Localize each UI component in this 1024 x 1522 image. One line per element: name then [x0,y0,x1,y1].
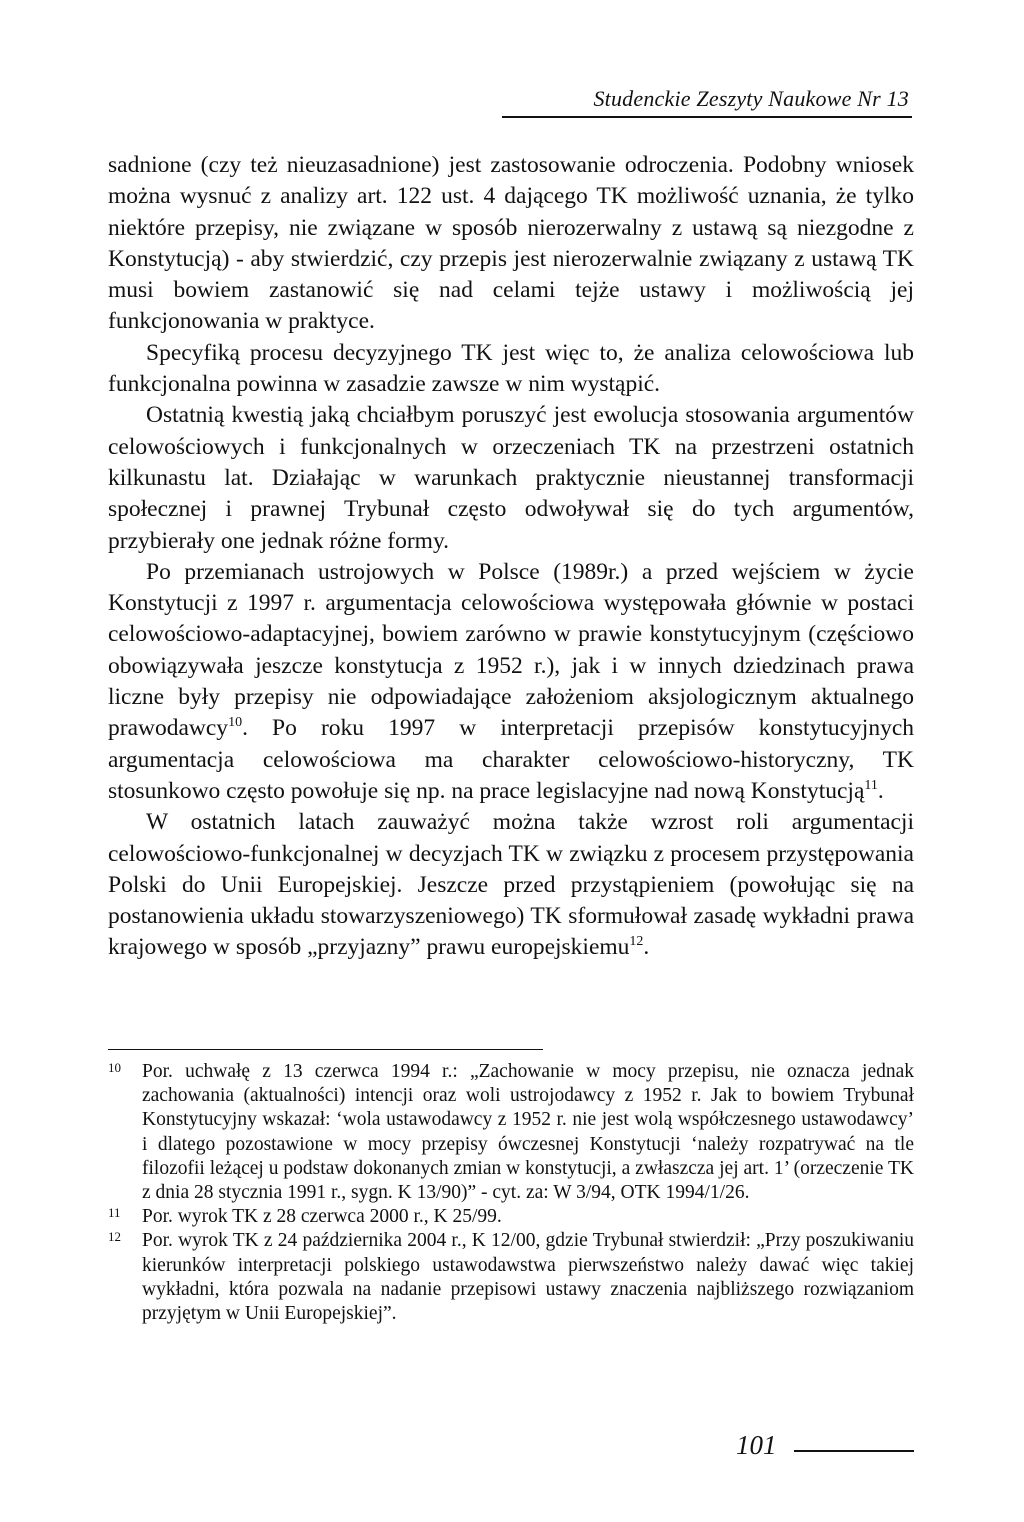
page-footer [736,1430,914,1466]
paragraph-1: sadnione (czy też nieuzasadnione) jest zastosowanie odroczenia. Podobny wniosek można wysnuć z analizy art. 122 ust. 4 dającego TK możliwość uznania, że tylko niektóre przepisy, nie związane w sposób nierozerwalny z ustawą są niezgodne z Konstytucją) - aby stwierdzić, czy przepis jest nierozerwalnie związany z ustawą TK musi bowiem zastanowić się nad celami tejże ustawy i możliwością jej funkcjonowania w praktyce. [108,152,914,335]
footnote-ref-10: 10 [228,715,243,731]
paragraph-5-end: . [643,934,650,961]
footnote-12 [108,1229,914,1326]
footnote-mark: 11 [108,1205,121,1221]
paragraph-4-end: . [877,777,884,804]
footnote-ref-11: 11 [864,778,878,794]
page-number-rule [794,1450,914,1452]
paragraph-5-text: W ostatnich latach zauważyć można także wzrost roli argumentacji celowościowo-funkcjonalnej w decyzjach TK w związku z procesem przystępowania Polski do Unii Europejskiej. Jeszcze przed przystąpieniem (powołując się na postanowienia układu stowarzyszeniowego) TK sformułował zasadę wykładni prawa krajowego w sposób „przyjazny” prawu europejskiemu [108,809,914,961]
paragraph-3: Ostatnią kwestią jaką chciałbym poruszyć jest ewolucja stosowania argumentów celowościowych i funkcjonalnych w orzeczeniach TK na przestrzeni ostatnich kilkunastu lat. Działając w warunkach praktycznie nieustannej transformacji społecznej i prawnej Trybunał często odwoływał się do tych argumentów, przybierały one jednak różne formy. [108,402,914,554]
footnote-separator [108,1049,543,1050]
footnote-text: Por. uchwałę z 13 czerwca 1994 r.: „Zachowanie w mocy przepisu, nie oznacza jednak zachowania (aktualności) intencji oraz woli ustrojodawcy z 1952 r. Jak to bowiem Trybunał Konstytucyjny wskazał: ‘wola ustawodawcy z 1952 r. nie jest wolą współczesnego ustawodawcy’ i dlatego pozostawione w mocy przepisy ówczesnej Konstytucji ‘należy rozpatrywać na tle filozofii leżącej u podstaw dokonanych zmian w konstytucji, a zwłaszcza jej art. 1’ (orzeczenie TK z dnia 28 stycznia 1991 r., sygn. K 13/90)” - cyt. za: W 3/94, OTK 1994/1/26. [142,1061,914,1204]
paragraph-2: Specyfiką procesu decyzyjnego TK jest więc to, że analiza celowościowa lub funkcjonalna powinna w zasadzie zawsze w nim wystąpić. [108,339,914,398]
page-number: 101 [736,1430,777,1460]
footnote-11 [108,1205,914,1229]
footnote-ref-12: 12 [629,934,644,950]
paragraph-4-text-b: . Po roku 1997 w interpretacji przepisów konstytucyjnych argumentacja celowościowa ma charakter celowościowo-historyczny, TK stosunkowo często powołuje się np. na prace legislacyjne nad nową Konstytucją [108,715,914,804]
footnote-mark: 12 [108,1229,121,1245]
running-header: Studenckie Zeszyty Naukowe Nr 13 [593,86,909,111]
footnote-mark: 10 [108,1060,121,1075]
footnotes [108,1060,914,1326]
footnote-10 [108,1060,914,1205]
paragraph-4 [108,557,914,807]
footnote-text: Por. wyrok TK z 28 czerwca 2000 r., K 25/99. [142,1206,502,1228]
footnote-text: Por. wyrok TK z 24 października 2004 r., K 12/00, gdzie Trybunał stwierdził: „Przy poszukiwaniu kierunków interpretacji polskiego ustawodawstwa pierwszeństwo należy dawać więc takiej wykładni, która pozwala na nadanie przepisowi ustawy znaczenia najbliższego rozwiązaniom przyjętym w Unii Europejskiej”. [142,1230,914,1325]
header-rule [502,116,912,118]
paragraph-4-text-a: Po przemianach ustrojowych w Polsce (1989r.) a przed wejściem w życie Konstytucji z 1997 r. argumentacja celowościowa występowała głównie w postaci celowościowo-adaptacyjnej, bowiem zarówno w prawie konstytucyjnym (częściowo obowiązywała jeszcze konstytucja z 1952 r.), jak i w innych dziedzinach prawa liczne były przepisy nie odpowiadające założeniom aksjologicznym aktualnego prawodawcy [108,558,914,742]
paragraph-5 [108,807,914,963]
main-text [108,150,914,964]
